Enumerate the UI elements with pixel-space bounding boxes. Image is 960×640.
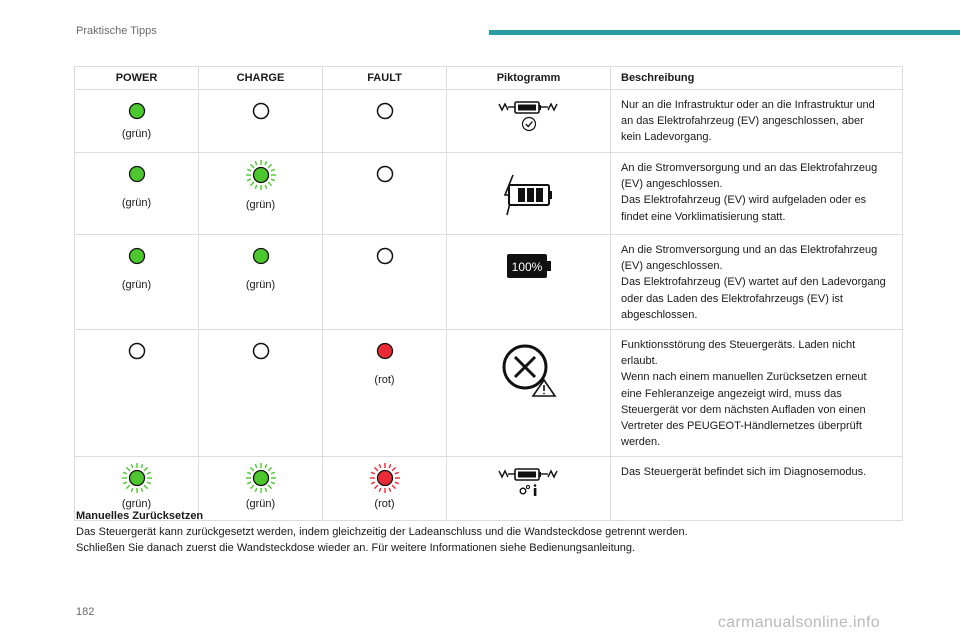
power-led-green-on-icon [128,165,146,183]
charge-led-off-icon [252,102,270,120]
manual-reset-line: Das Steuergerät kann zurückgesetzt werden, indem gleichzeitig der Ladeanschluss und die Wandsteckdose getrennt werden. [76,526,688,538]
fault-led-off-icon [376,165,394,183]
manual-reset-title: Manuelles Zurücksetzen [76,510,204,522]
power-led-label: (grün) [121,498,152,511]
power-cell [75,90,199,153]
column-header-charge: CHARGE [199,67,323,90]
column-header-pictogram: Piktogramm [447,67,611,90]
fault-cell [323,153,447,235]
table-row [75,153,903,235]
pictogram-cell [447,153,611,235]
table-header-row [75,67,903,90]
power-led-green-on-icon [128,102,146,120]
power-cell [75,330,199,457]
power-led-label: (grün) [121,128,152,140]
fault-cross-warning-icon [500,342,558,398]
power-cell [75,235,199,330]
power-cell [75,153,199,235]
description-cell: Nur an die Infrastruktur oder an die Infrastruktur und an das Elektrofahrzeug (EV) angeschlossen, aber kein Ladevorgang. [611,90,903,153]
battery-full-100-icon [506,253,552,279]
fault-led-red-blinking-icon [369,462,401,494]
description-cell: Das Steuergerät befindet sich im Diagnosemodus. [611,457,903,521]
charge-cell [199,153,323,235]
table-row [75,235,903,330]
power-led-green-on-icon [128,247,146,265]
fault-led-label: (rot) [374,374,395,387]
plug-battery-plug-check-icon [497,100,561,134]
charge-cell [199,90,323,153]
fault-led-off-icon [376,102,394,120]
charge-led-green-blinking-icon [245,159,277,191]
plug-battery-plug-diagnostic-icon [497,467,561,501]
table-row [75,330,903,457]
power-led-off-icon [128,342,146,360]
description-cell: An die Stromversorgung und an das Elektrofahrzeug (EV) angeschlossen. Das Elektrofahrzeug (EV) wird aufgeladen oder es findet eine Vorklimatisierung statt. [611,153,903,235]
charge-led-green-on-icon [252,247,270,265]
manual-reset-line: Schließen Sie danach zuerst die Wandsteckdose wieder an. Für weitere Informationen siehe Bedienungsanleitung. [76,542,636,554]
fault-led-off-icon [376,247,394,265]
charge-led-off-icon [252,342,270,360]
charging-battery-icon [501,173,557,217]
page-number: 182 [76,606,95,618]
table-row [75,90,903,153]
pictogram-cell [447,235,611,330]
watermark: carmanualsonline.info [718,614,880,631]
charge-led-label: (grün) [245,199,276,211]
charge-led-green-blinking-icon [245,462,277,494]
description-cell: An die Stromversorgung und an das Elektrofahrzeug (EV) angeschlossen. Das Elektrofahrzeug (EV) wartet auf den Ladevorgang oder das Laden des Elektrofahrzeugs (EV) ist abgeschlossen. [611,235,903,330]
power-led-green-blinking-icon [121,462,153,494]
pictogram-cell [447,90,611,153]
pictogram-cell [447,330,611,457]
charge-cell [199,330,323,457]
charge-cell [199,235,323,330]
column-header-description: Beschreibung [611,67,903,90]
charge-led-label: (grün) [245,279,276,291]
fault-led-red-on-icon [376,342,394,360]
charge-led-label: (grün) [245,498,276,511]
manual-reset-section [76,508,916,556]
header-accent-bar [489,30,960,35]
battery-percent-text: 100% [511,260,542,274]
power-led-label: (grün) [121,279,152,291]
fault-cell [323,90,447,153]
fault-cell [323,330,447,457]
column-header-fault: FAULT [323,67,447,90]
fault-led-label: (rot) [374,498,395,511]
description-cell: Funktionsstörung des Steuergeräts. Laden nicht erlaubt. Wenn nach einem manuellen Zurücksetzen erneut eine Fehleranzeige angezeigt wird, muss das Steuergerät vor dem nächsten Aufladen von einen Vertreter des PEUGEOT-Händlernetzes überprüft werden. [611,330,903,457]
power-led-label: (grün) [121,197,152,209]
charging-status-table [74,66,903,521]
section-title: Praktische Tipps [76,25,157,37]
column-header-power: POWER [75,67,199,90]
fault-cell [323,235,447,330]
